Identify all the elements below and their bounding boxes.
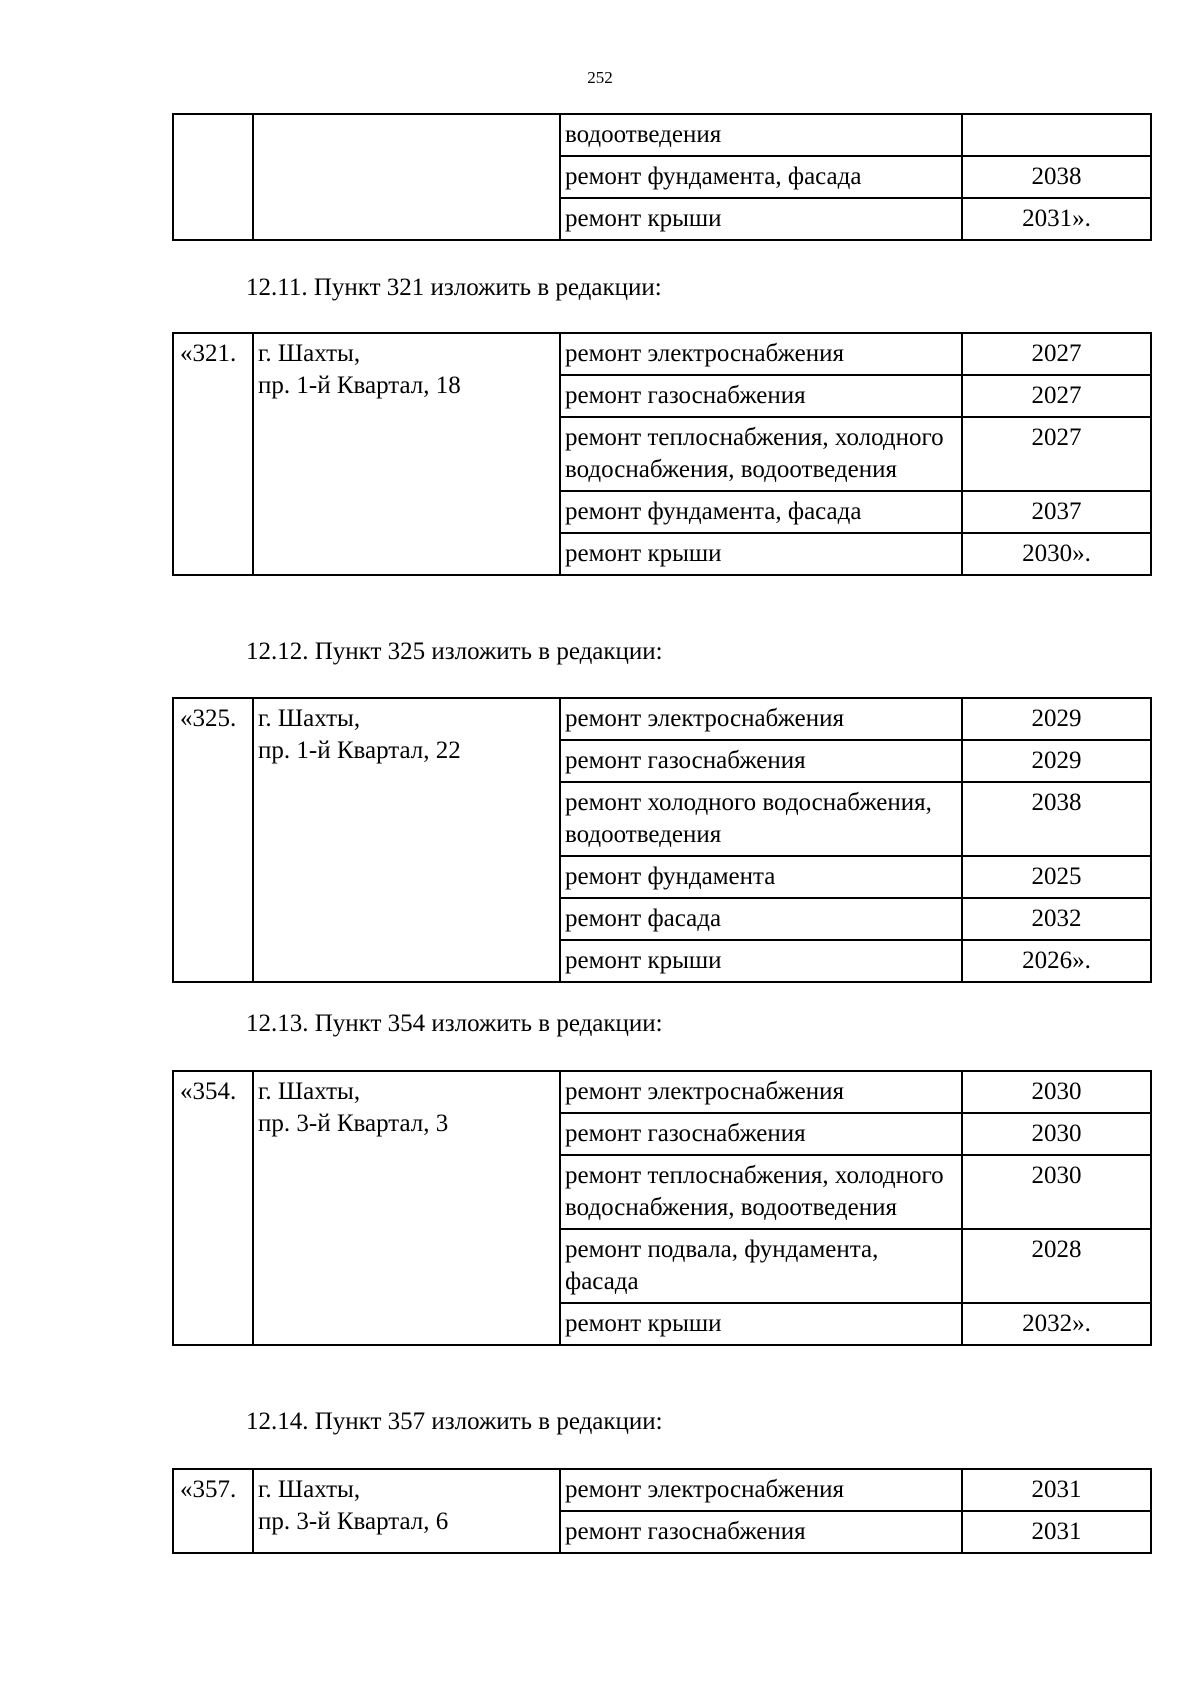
work-cell: ремонт холодного водоснабжения, водоотведения bbox=[560, 782, 962, 856]
year-cell: 2026». bbox=[962, 940, 1151, 982]
work-cell: ремонт теплоснабжения, холодного водоснабжения, водоотведения bbox=[560, 1155, 962, 1229]
year-cell: 2030 bbox=[962, 1113, 1151, 1155]
continuation-table bbox=[172, 113, 1152, 241]
address-cell bbox=[253, 1469, 560, 1553]
work-cell: ремонт фундамента, фасада bbox=[560, 156, 962, 198]
work-cell: ремонт фасада bbox=[560, 898, 962, 940]
year-cell: 2038 bbox=[962, 156, 1151, 198]
work-cell: ремонт крыши bbox=[560, 533, 962, 575]
year-cell: 2037 bbox=[962, 491, 1151, 533]
year-cell: 2028 bbox=[962, 1229, 1151, 1303]
year-cell bbox=[962, 114, 1151, 156]
work-cell: ремонт газоснабжения bbox=[560, 1113, 962, 1155]
year-cell: 2027 bbox=[962, 375, 1151, 417]
table-row bbox=[173, 333, 1151, 375]
work-cell: ремонт электроснабжения bbox=[560, 1469, 962, 1511]
work-cell: водоотведения bbox=[560, 114, 962, 156]
number-cell bbox=[173, 114, 253, 240]
address-city: г. Шахты, bbox=[258, 1476, 361, 1503]
table-row bbox=[173, 1469, 1151, 1511]
work-cell: ремонт подвала, фундамента, фасада bbox=[560, 1229, 962, 1303]
table-row bbox=[173, 114, 1151, 156]
year-cell: 2025 bbox=[962, 856, 1151, 898]
page-number: 252 bbox=[587, 68, 613, 87]
item-number: «357. bbox=[173, 1469, 253, 1553]
address-city: г. Шахты, bbox=[258, 1078, 361, 1105]
work-cell: ремонт газоснабжения bbox=[560, 375, 962, 417]
item-table bbox=[172, 332, 1152, 576]
year-cell: 2030 bbox=[962, 1071, 1151, 1113]
work-cell: ремонт электроснабжения bbox=[560, 1071, 962, 1113]
year-cell: 2027 bbox=[962, 333, 1151, 375]
address-cell bbox=[253, 114, 560, 240]
item-number: «325. bbox=[173, 698, 253, 982]
address-cell bbox=[253, 333, 560, 575]
work-cell: ремонт газоснабжения bbox=[560, 740, 962, 782]
address-city: г. Шахты, bbox=[258, 340, 361, 367]
table-row bbox=[173, 698, 1151, 740]
work-cell: ремонт газоснабжения bbox=[560, 1511, 962, 1553]
year-cell: 2031 bbox=[962, 1511, 1151, 1553]
address-street: пр. 3-й Квартал, 3 bbox=[258, 1110, 449, 1137]
work-cell: ремонт крыши bbox=[560, 940, 962, 982]
address-cell bbox=[253, 698, 560, 982]
work-cell: ремонт крыши bbox=[560, 198, 962, 240]
work-cell: ремонт электроснабжения bbox=[560, 698, 962, 740]
year-cell: 2029 bbox=[962, 698, 1151, 740]
year-cell: 2032 bbox=[962, 898, 1151, 940]
address-street: пр. 3-й Квартал, 6 bbox=[258, 1508, 449, 1535]
work-cell: ремонт фундамента bbox=[560, 856, 962, 898]
address-city: г. Шахты, bbox=[258, 705, 361, 732]
table-row bbox=[173, 1071, 1151, 1113]
section-heading: 12.14. Пункт 357 изложить в редакции: bbox=[246, 1408, 663, 1435]
section-heading: 12.12. Пункт 325 изложить в редакции: bbox=[246, 638, 663, 665]
year-cell: 2032». bbox=[962, 1303, 1151, 1345]
section-heading: 12.13. Пункт 354 изложить в редакции: bbox=[246, 1010, 663, 1037]
work-cell: ремонт электроснабжения bbox=[560, 333, 962, 375]
year-cell: 2030». bbox=[962, 533, 1151, 575]
item-number: «354. bbox=[173, 1071, 253, 1345]
year-cell: 2031». bbox=[962, 198, 1151, 240]
item-table bbox=[172, 1468, 1152, 1554]
year-cell: 2030 bbox=[962, 1155, 1151, 1229]
work-cell: ремонт крыши bbox=[560, 1303, 962, 1345]
work-cell: ремонт фундамента, фасада bbox=[560, 491, 962, 533]
section-heading: 12.11. Пункт 321 изложить в редакции: bbox=[246, 274, 662, 301]
work-cell: ремонт теплоснабжения, холодного водоснабжения, водоотведения bbox=[560, 417, 962, 491]
address-street: пр. 1-й Квартал, 18 bbox=[258, 372, 461, 399]
item-number: «321. bbox=[173, 333, 253, 575]
address-street: пр. 1-й Квартал, 22 bbox=[258, 737, 461, 764]
item-table bbox=[172, 697, 1152, 983]
year-cell: 2031 bbox=[962, 1469, 1151, 1511]
year-cell: 2027 bbox=[962, 417, 1151, 491]
year-cell: 2029 bbox=[962, 740, 1151, 782]
address-cell bbox=[253, 1071, 560, 1345]
year-cell: 2038 bbox=[962, 782, 1151, 856]
item-table bbox=[172, 1070, 1152, 1346]
